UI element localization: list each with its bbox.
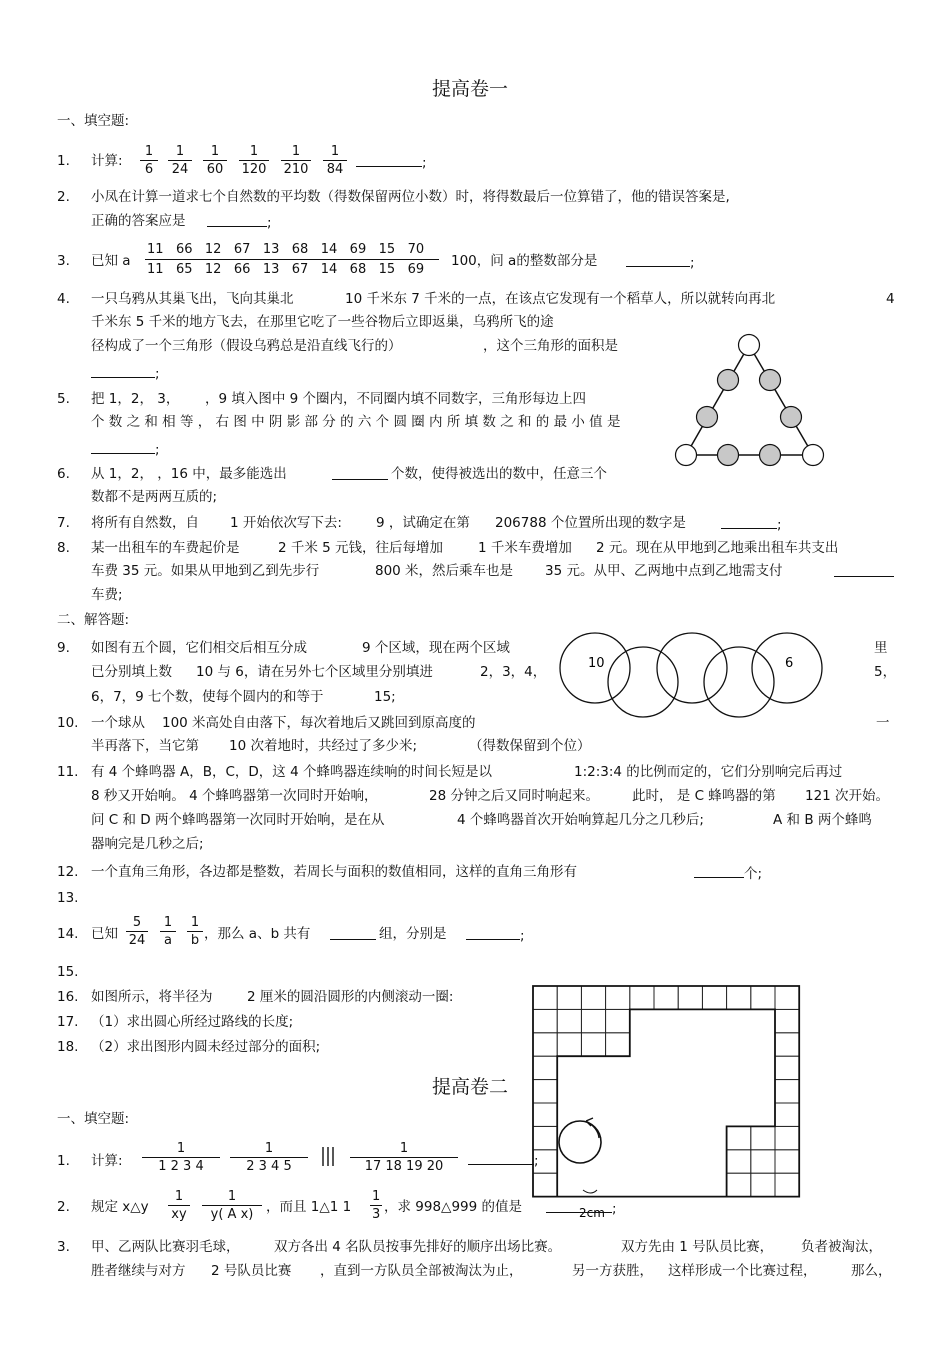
p2-q2-mixed-fraction: $\frac{1}{3}$	[372, 1189, 381, 1222]
q5-text: ，9 填入图中 9 个圈内，不同圈内填不同数字，三角形每边上四	[205, 391, 587, 407]
q18-text: （2）求出图形内圆未经过部分的面积;	[91, 1039, 321, 1055]
q9-text: 已分别填上数	[91, 664, 172, 680]
q8-text: 2 元。现在从甲地到乙地乘出租车共支出	[596, 540, 839, 556]
q3-number: 3.	[57, 253, 70, 269]
q1-fraction: $\frac{1}{210}$	[281, 143, 311, 178]
q2-text: 正确的答案应是	[91, 213, 186, 229]
paper1-title: 提高卷一	[432, 78, 509, 100]
q14-text: ，那么 a、b 共有	[204, 926, 311, 942]
grid-cell	[533, 1173, 557, 1196]
q4-text: 径构成了一个三角形（假设乌鸦总是沿直线飞行的）	[91, 338, 402, 354]
dimension-brace-icon	[583, 1190, 597, 1193]
q9-number: 9.	[57, 640, 70, 656]
shaded-circle-node	[760, 370, 781, 391]
q9-text: 6，7，9 七个数，使每个圆内的和等于	[91, 689, 324, 705]
q7-text: 1 开始依次写下去:	[230, 515, 342, 531]
q4-text: 千米东 5 千米的地方飞去，在那里它吃了一些谷物后立即返巢，乌鸦所飞的途	[91, 314, 554, 330]
p2-q3-text: 2 号队员比赛	[211, 1263, 292, 1279]
paper2-section1-heading: 一、填空题:	[57, 1111, 130, 1127]
q11-text: 此时， 是 C 蜂鸣器的第	[632, 788, 776, 804]
p2-q3-text: 甲、乙两队比赛羽毛球，	[91, 1239, 240, 1255]
grid-cell	[775, 1103, 799, 1126]
q3-text: 已知 a	[91, 253, 131, 269]
p2-q2-answer-blank[interactable]: ;	[546, 1198, 617, 1218]
q10-text: 一个球从	[91, 715, 145, 731]
q2-number: 2.	[57, 189, 70, 205]
q3-numerators: 11 66 12 67 13 68 14 69 15 70	[147, 242, 425, 257]
circle-node	[676, 445, 697, 466]
q15-number: 15.	[57, 964, 79, 980]
grid-cell	[727, 1150, 751, 1173]
q1-fraction: $\frac{1}{6}$	[140, 143, 158, 178]
q8-text: 车费;	[91, 587, 123, 603]
q11-text: 28 分钟之后又同时响起来。	[429, 788, 599, 804]
p2-q1-fraction: $\frac{1}{1 2 3 4}$	[142, 1140, 220, 1175]
q17-text: （1）求出圆心所经过路线的长度;	[91, 1014, 294, 1030]
q11-text: 121 次开始。	[805, 788, 890, 804]
p2-q2-fraction: $\frac{1}{xy}$	[168, 1188, 190, 1223]
q5-number: 5.	[57, 391, 70, 407]
q6-text: 从 1，2， ，16 中，最多能选出	[91, 466, 287, 482]
q6-text: 数都不是两两互质的;	[91, 489, 218, 505]
grid-cell	[557, 986, 581, 1009]
q11-text: 有 4 个蜂鸣器 A，B，C，D，这 4 个蜂鸣器连续响的时间长短是以	[91, 764, 492, 780]
q1-fraction: $\frac{1}{120}$	[239, 143, 269, 178]
p2-q2-fraction: $\frac{1}{\text{y( A x)}}$	[202, 1188, 262, 1223]
q2-answer-blank[interactable]: ;	[207, 212, 272, 232]
shaded-circle-node	[760, 445, 781, 466]
p2-q1-label: 计算:	[91, 1153, 123, 1169]
q14-fraction: $\frac{5}{24}$	[126, 914, 148, 949]
p2-q3-text: 另一方获胜，	[572, 1263, 653, 1279]
grid-cell	[775, 1009, 799, 1032]
q11-text: 问 C 和 D 两个蜂鸣器第一次同时开始响，是在从	[91, 812, 385, 828]
p2-q1-answer-blank[interactable]: ;	[468, 1150, 539, 1170]
p2-q1-number: 1.	[57, 1153, 70, 1169]
grid-cell	[727, 1126, 751, 1149]
q14-fraction: $\frac{1}{a}$	[160, 914, 176, 949]
q14-text: 组，分别是	[379, 926, 447, 942]
circle-node	[803, 445, 824, 466]
circle-label: 6	[785, 656, 794, 671]
shaded-circle-node	[718, 445, 739, 466]
q4-text: 一只乌鸦从其巢飞出，飞向其巢北	[91, 291, 294, 307]
q8-text: 2 千米 5 元钱，往后每增加	[278, 540, 444, 556]
q3-text: 100，问 a的整数部分是	[451, 253, 598, 269]
grid-cell	[775, 1126, 799, 1149]
q9-text: 里	[874, 640, 888, 656]
p2-q2-text: 规定 x△y	[91, 1199, 149, 1215]
q10-text: 10 次着地时，共经过了多少米;	[229, 738, 418, 754]
q1-answer-blank[interactable]: ;	[356, 152, 427, 172]
q8-text: 1 千米车费增加	[478, 540, 572, 556]
grid-cell	[751, 986, 775, 1009]
grid-cell	[606, 1033, 630, 1056]
q5-answer-blank[interactable]: ;	[91, 439, 160, 459]
q7-text: 206788 个位置所出现的数字是	[495, 515, 686, 531]
grid-cell	[533, 986, 557, 1009]
q9-text: 15;	[374, 689, 396, 705]
grid-cell	[751, 1126, 775, 1149]
grid-cell	[775, 1080, 799, 1103]
grid-cell	[775, 1056, 799, 1079]
grid-cell	[606, 986, 630, 1009]
grid-cell	[533, 1009, 557, 1032]
grid-cell	[678, 986, 702, 1009]
grid-cell	[606, 1009, 630, 1032]
p2-q1-fraction: $\frac{1}{2 3 4 5}$	[230, 1140, 308, 1175]
q9-text: 2，3，4，	[480, 664, 547, 680]
p2-q2-number: 2.	[57, 1199, 70, 1215]
grid-cell	[533, 1103, 557, 1126]
q16-number: 16.	[57, 989, 79, 1005]
p2-q3-text: 这样形成一个比赛过程，	[668, 1263, 817, 1279]
grid-cell	[702, 986, 726, 1009]
q10-text: 半再落下，当它第	[91, 738, 199, 754]
q14-number: 14.	[57, 926, 79, 942]
q12-text: 一个直角三角形，各边都是整数，若周长与面积的数值相同，这样的直角三角形有	[91, 864, 577, 880]
grid-cell	[581, 1033, 605, 1056]
q7-text: 9 ，试确定在第	[376, 515, 470, 531]
q9-text: 如图有五个圆，它们相交后相互分成	[91, 640, 307, 656]
dimension-label: 2cm	[579, 1206, 605, 1220]
q8-text: 某一出租车的车费起价是	[91, 540, 240, 556]
q8-number: 8.	[57, 540, 70, 556]
rolling-circle-grid-figure	[533, 986, 803, 1221]
section2-heading: 二、解答题:	[57, 612, 130, 628]
p2-q3-text: 负者被淘汰，	[801, 1239, 882, 1255]
q8-text: 35 元。从甲、乙两地中点到乙地需支付	[545, 563, 783, 579]
q10-text: 一	[876, 715, 890, 731]
q14-answer-blank[interactable]: ;	[466, 925, 525, 945]
q1-fraction: $\frac{1}{84}$	[323, 143, 347, 178]
p2-q3-number: 3.	[57, 1239, 70, 1255]
grid-cell	[533, 1033, 557, 1056]
q5-text: 个 数 之 和 相 等 ， 右 图 中 阴 影 部 分 的 六 个 圆 圈 内 所 填 数 之 和 的 最 小 值 是	[91, 414, 621, 430]
five-circles-figure	[555, 630, 830, 722]
q3-denominators: 11 65 12 66 13 67 14 68 15 69	[147, 262, 425, 277]
q3-answer-blank[interactable]: ;	[626, 252, 695, 272]
q12-number: 12.	[57, 864, 79, 880]
q4-text: ，这个三角形的面积是	[483, 338, 618, 354]
grid-cell	[533, 1080, 557, 1103]
q11-number: 11.	[57, 764, 79, 780]
p2-q3-text: ，直到一方队员全部被淘汰为止，	[320, 1263, 523, 1279]
q2-text: 小凤在计算一道求七个自然数的平均数（得数保留两位小数）时，将得数最后一位算错了，他的错误答案是,	[91, 189, 730, 205]
q4-answer-blank[interactable]: ;	[91, 363, 160, 383]
q18-number: 18.	[57, 1039, 79, 1055]
ellipsis-bars-icon	[320, 1146, 336, 1168]
q12-answer-blank[interactable]: 个;	[694, 863, 762, 883]
grid-cell	[654, 986, 678, 1009]
q7-text: 将所有自然数，自	[91, 515, 199, 531]
q6-text: 个数，使得被选出的数中，任意三个	[391, 466, 607, 482]
triangle-circles-figure	[660, 330, 840, 470]
paper2-title: 提高卷二	[432, 1072, 508, 1099]
p2-q3-text: 双方先由 1 号队员比赛，	[621, 1239, 774, 1255]
p2-q2-text: ，而且 1△1 1	[266, 1199, 352, 1215]
grid-cell	[775, 1173, 799, 1196]
q1-fraction: $\frac{1}{24}$	[168, 143, 192, 178]
q11-text: 8 秒又开始响。 4 个蜂鸣器第一次同时开始响，	[91, 788, 378, 804]
q1-label: 计算:	[91, 153, 123, 169]
p2-q3-text: 双方各出 4 名队员按事先排好的顺序出场比赛。	[274, 1239, 562, 1255]
grid-cell	[557, 1033, 581, 1056]
grid-cell	[775, 1033, 799, 1056]
grid-cell	[581, 1009, 605, 1032]
q1-number: 1.	[57, 153, 70, 169]
grid-cell	[751, 1150, 775, 1173]
circle-node	[739, 335, 760, 356]
q16-text: 2 厘米的圆沿圆形的内侧滚动一圈:	[247, 989, 454, 1005]
q8-text: 车费 35 元。如果从甲地到乙到先步行	[91, 563, 320, 579]
q6-answer-blank[interactable]	[332, 465, 388, 485]
shaded-circle-node	[697, 407, 718, 428]
q6-number: 6.	[57, 466, 70, 482]
grid-cell	[751, 1173, 775, 1196]
shaded-circle-node	[718, 370, 739, 391]
q8-answer-blank[interactable]	[834, 562, 894, 582]
q11-text: 4 个蜂鸣器首次开始响算起几分之几秒后;	[457, 812, 704, 828]
grid-cell	[557, 1009, 581, 1032]
grid-cell	[533, 1126, 557, 1149]
q9-text: 10 与 6，请在另外七个区域里分别填进	[196, 664, 433, 680]
p2-q3-text: 胜者继续与对方	[91, 1263, 186, 1279]
q9-text: 5，	[874, 664, 897, 680]
q9-text: 9 个区域，现在两个区域	[362, 640, 510, 656]
grid-cell	[727, 1173, 751, 1196]
grid-cell	[581, 986, 605, 1009]
q16-text: 如图所示，将半径为	[91, 989, 213, 1005]
q11-text: A 和 B 两个蜂鸣	[773, 812, 872, 828]
q11-text: 器响完是几秒之后;	[91, 836, 204, 852]
p2-q1-fraction: $\frac{1}{17 18 19 20}$	[350, 1140, 458, 1175]
section1-heading: 一、填空题:	[57, 113, 130, 129]
q13-number: 13.	[57, 890, 79, 906]
q14-answer-blank[interactable]	[330, 925, 376, 945]
q4-text: 4	[886, 291, 895, 307]
circle-label: 10	[588, 656, 605, 671]
q1-fraction: $\frac{1}{60}$	[203, 143, 227, 178]
grid-cell	[630, 986, 654, 1009]
q10-number: 10.	[57, 715, 79, 731]
q14-fraction: $\frac{1}{b}$	[187, 914, 203, 949]
shaded-circle-node	[781, 407, 802, 428]
q11-text: 1:2:3:4 的比例而定的，它们分别响完后再过	[574, 764, 843, 780]
q10-text: （得数保留到个位）	[469, 738, 591, 754]
grid-cell	[775, 1150, 799, 1173]
q14-text: 已知	[91, 926, 118, 942]
p2-q3-text: 那么，	[851, 1263, 892, 1279]
q5-text: 把 1，2， 3，	[91, 391, 180, 407]
grid-cell	[775, 986, 799, 1009]
q4-number: 4.	[57, 291, 70, 307]
grid-cell	[727, 986, 751, 1009]
q8-text: 800 米，然后乘车也是	[375, 563, 514, 579]
q7-number: 7.	[57, 515, 70, 531]
q4-text: 10 千米东 7 千米的一点，在该点它发现有一个稻草人，所以就转向再北	[345, 291, 776, 307]
q7-answer-blank[interactable]: ;	[721, 514, 782, 534]
grid-cell	[533, 1056, 557, 1079]
p2-q2-text: ，求 998△999 的值是	[384, 1199, 522, 1215]
q10-text: 100 米高处自由落下，每次着地后又跳回到原高度的	[162, 715, 476, 731]
q17-number: 17.	[57, 1014, 79, 1030]
